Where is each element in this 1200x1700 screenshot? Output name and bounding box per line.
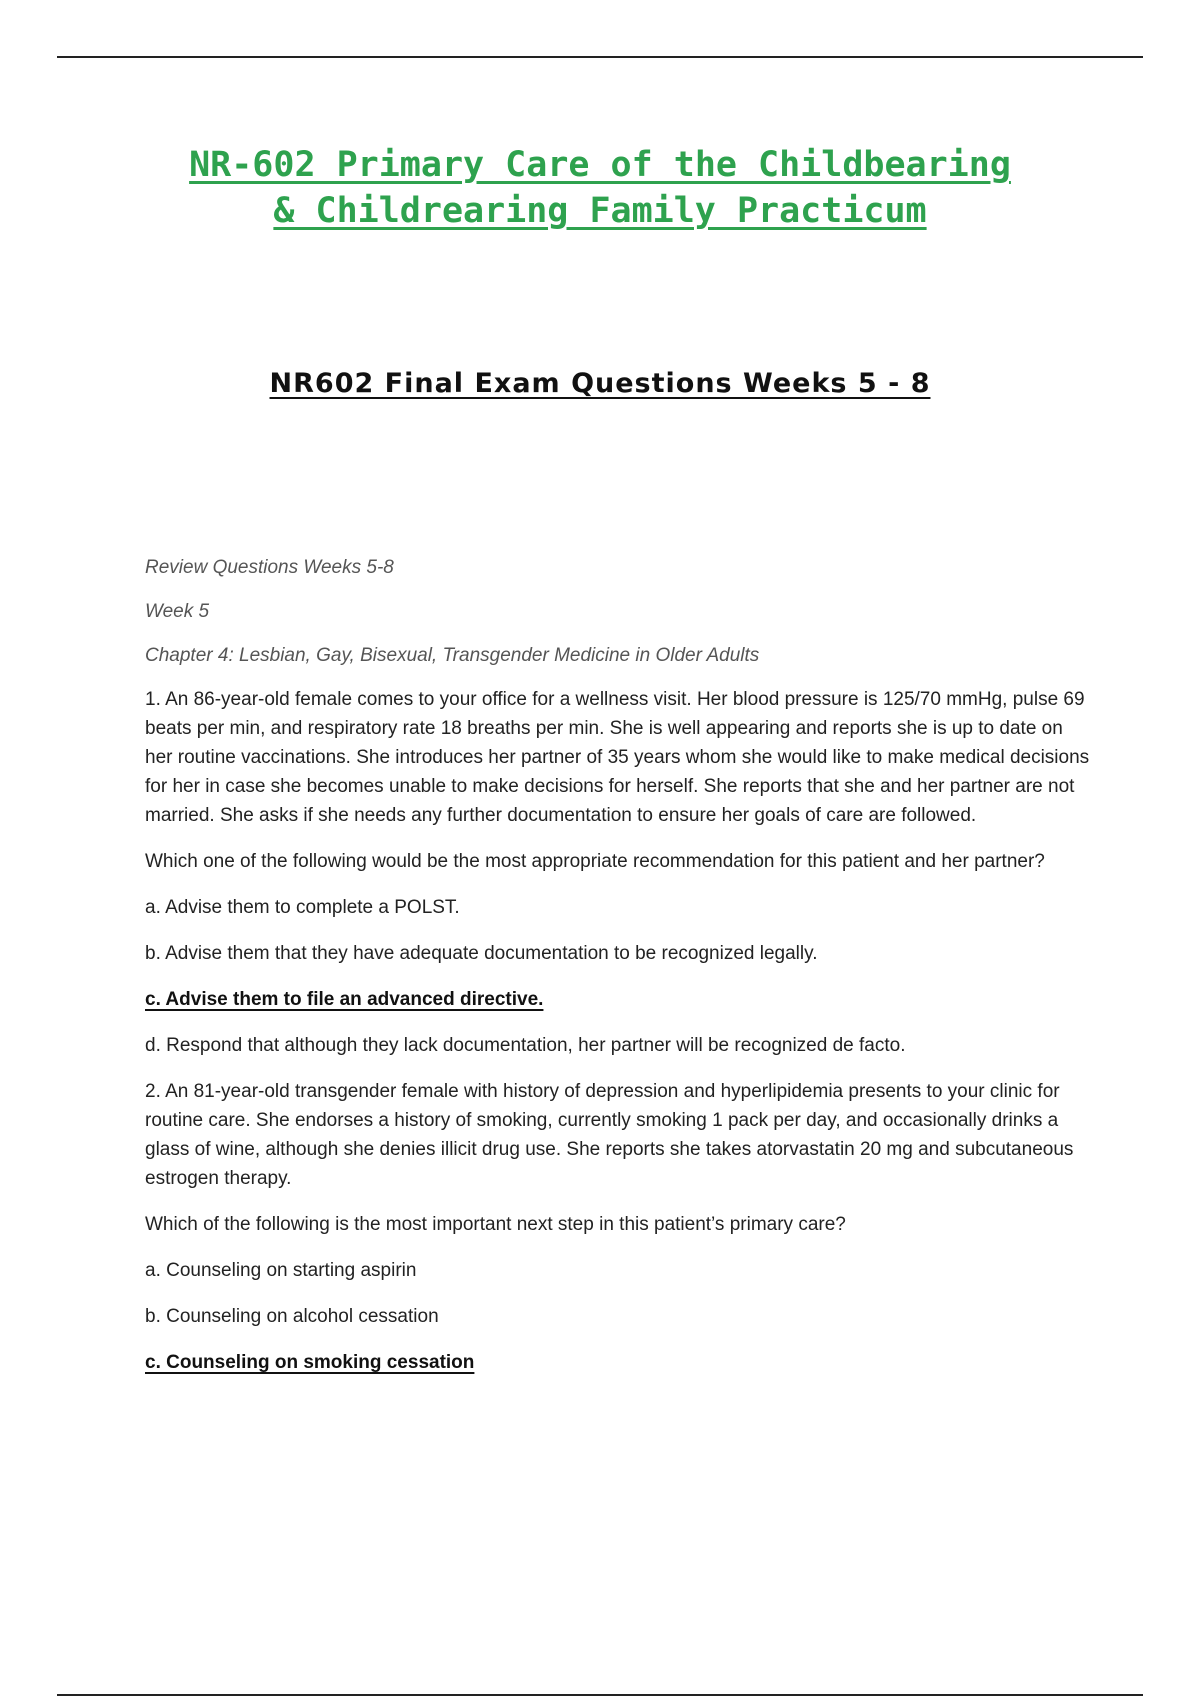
question-2-prompt: Which of the following is the most important next step in this patient’s primary care? xyxy=(145,1214,846,1235)
question-1-prompt: Which one of the following would be the most appropriate recommendation for this patient and her partner? xyxy=(145,851,1045,872)
question-2-option-c-correct xyxy=(145,1348,1095,1377)
question-1-stem: 1. An 86-year-old female comes to your office for a wellness visit. Her blood pressure is 125/70 mmHg, pulse 69 beats per min, and respiratory rate 18 breaths per min. She is well appearing and reports she is up to date on her routine vaccinations. She introduces her partner of 35 years whom she would like to make medical decisions for her in case she becomes unable to make decisions for herself. She reports that she and her partner are not married. She asks if she needs any further documentation to ensure her goals of care are followed. xyxy=(145,689,1090,826)
question-1-option-b: b. Advise them that they have adequate documentation to be recognized legally. xyxy=(145,943,818,964)
chapter-label: Chapter 4: Lesbian, Gay, Bisexual, Transgender Medicine in Older Adults xyxy=(145,645,760,666)
document-body xyxy=(145,553,1095,1394)
question-1-option-c-correct xyxy=(145,985,1095,1014)
top-divider xyxy=(57,56,1143,58)
course-title-line-1: NR-602 Primary Care of the Childbearing xyxy=(189,145,1011,185)
review-heading: Review Questions Weeks 5-8 xyxy=(145,557,394,578)
question-2-option-b: b. Counseling on alcohol cessation xyxy=(145,1306,439,1327)
week-label: Week 5 xyxy=(145,601,210,622)
course-title-line-2: & Childrearing Family Practicum xyxy=(273,191,927,231)
question-2-option-a: a. Counseling on starting aspirin xyxy=(145,1260,417,1281)
question-2-correct-answer: c. Counseling on smoking cessation xyxy=(145,1352,475,1373)
course-title xyxy=(100,142,1100,234)
exam-title xyxy=(100,366,1100,402)
exam-title-text: NR602 Final Exam Questions Weeks 5 - 8 xyxy=(269,368,931,399)
bottom-divider xyxy=(57,1694,1143,1696)
question-1-option-a: a. Advise them to complete a POLST. xyxy=(145,897,460,918)
question-1-correct-answer: c. Advise them to file an advanced directive. xyxy=(145,989,544,1010)
question-2-stem: 2. An 81-year-old transgender female with history of depression and hyperlipidemia presents to your clinic for routine care. She endorses a history of smoking, currently smoking 1 pack per day, and occasionally drinks a glass of wine, although she denies illicit drug use. She reports she takes atorvastatin 20 mg and subcutaneous estrogen therapy. xyxy=(145,1081,1074,1189)
question-1-option-d: d. Respond that although they lack documentation, her partner will be recognized de facto. xyxy=(145,1035,906,1056)
